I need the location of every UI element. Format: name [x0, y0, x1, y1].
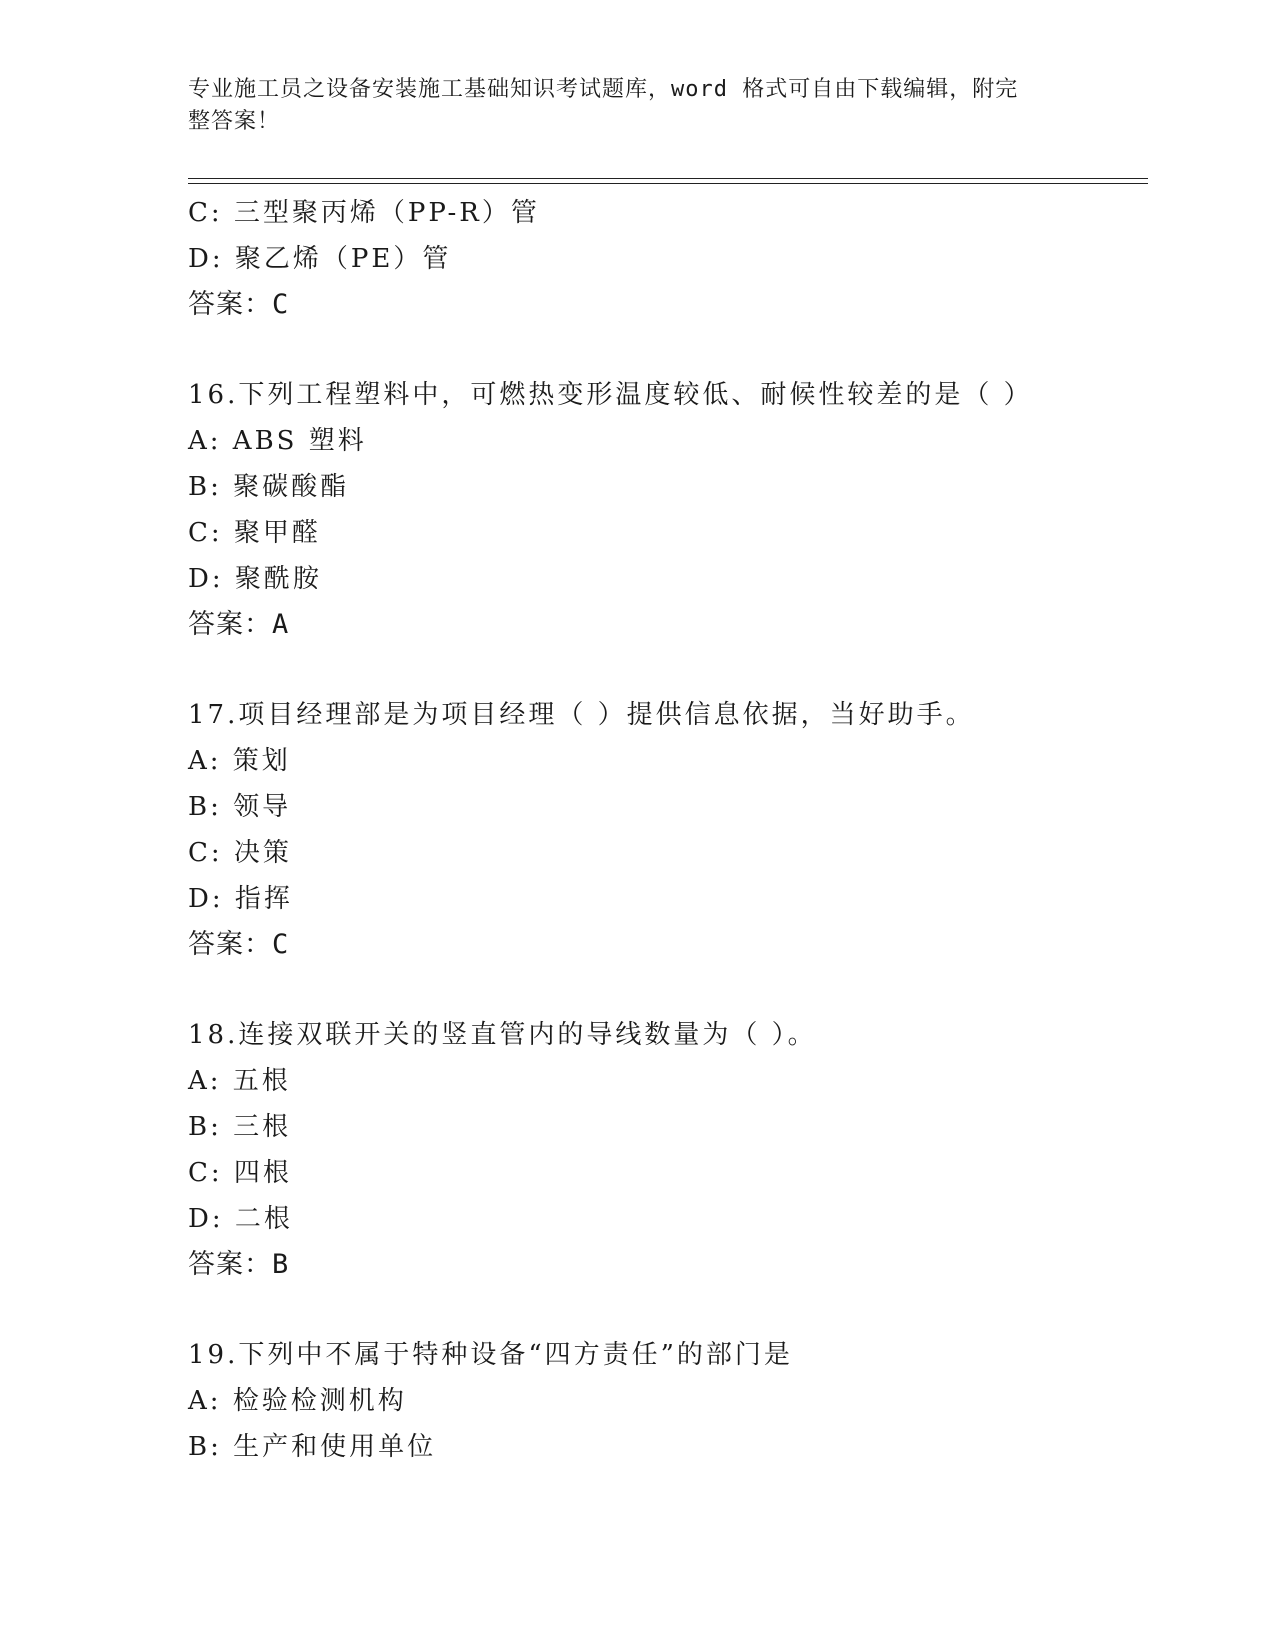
option-d: D: 聚乙烯（PE）管 [188, 244, 452, 274]
option-c: C: 四根 [188, 1158, 292, 1188]
header-line-2: 整答案！ [188, 109, 281, 134]
answer-value: B [272, 1249, 290, 1280]
spacer [188, 1288, 1148, 1332]
option-d: D: 指挥 [188, 884, 293, 914]
answer-label: 答案： [188, 1249, 272, 1280]
option-a: A: 检验检测机构 [188, 1386, 407, 1416]
spacer [188, 968, 1148, 1012]
answer-line [188, 282, 1148, 328]
question-16 [188, 372, 1148, 648]
option-a: A: 五根 [188, 1066, 291, 1096]
spacer [188, 648, 1148, 692]
header-line-1: 专业施工员之设备安装施工基础知识考试题库，word 格式可自由下载编辑，附完 [188, 77, 1019, 102]
answer-line [188, 922, 1148, 968]
question-stem: 19.下列中不属于特种设备“四方责任”的部门是 [188, 1340, 793, 1370]
header-divider-top [188, 178, 1148, 179]
answer-value: C [272, 289, 290, 320]
answer-line [188, 1242, 1148, 1288]
option-c: C: 三型聚丙烯（PP-R）管 [188, 198, 540, 228]
question-content [188, 190, 1148, 1470]
option-b: B: 领导 [188, 792, 292, 822]
document-header [188, 74, 1068, 138]
header-divider-bottom [188, 183, 1148, 184]
answer-value: A [272, 609, 290, 640]
spacer [188, 328, 1148, 372]
question-stem: 18.连接双联开关的竖直管内的导线数量为（ ）。 [188, 1020, 817, 1050]
question-stem: 17.项目经理部是为项目经理（ ）提供信息依据，当好助手。 [188, 700, 975, 730]
option-b: B: 生产和使用单位 [188, 1432, 437, 1462]
option-a: A: ABS 塑料 [188, 426, 367, 456]
question-17 [188, 692, 1148, 968]
option-d: D: 二根 [188, 1204, 293, 1234]
answer-label: 答案： [188, 609, 272, 640]
question-18 [188, 1012, 1148, 1288]
option-c: C: 聚甲醛 [188, 518, 321, 548]
question-19 [188, 1332, 1148, 1470]
option-a: A: 策划 [188, 746, 291, 776]
option-b: B: 聚碳酸酯 [188, 472, 350, 502]
option-c: C: 决策 [188, 838, 292, 868]
answer-line [188, 602, 1148, 648]
answer-label: 答案： [188, 929, 272, 960]
answer-label: 答案： [188, 289, 272, 320]
option-b: B: 三根 [188, 1112, 292, 1142]
answer-value: C [272, 929, 290, 960]
option-d: D: 聚酰胺 [188, 564, 322, 594]
continued-question [188, 190, 1148, 328]
question-stem: 16.下列工程塑料中，可燃热变形温度较低、耐候性较差的是（ ） [188, 380, 1033, 410]
